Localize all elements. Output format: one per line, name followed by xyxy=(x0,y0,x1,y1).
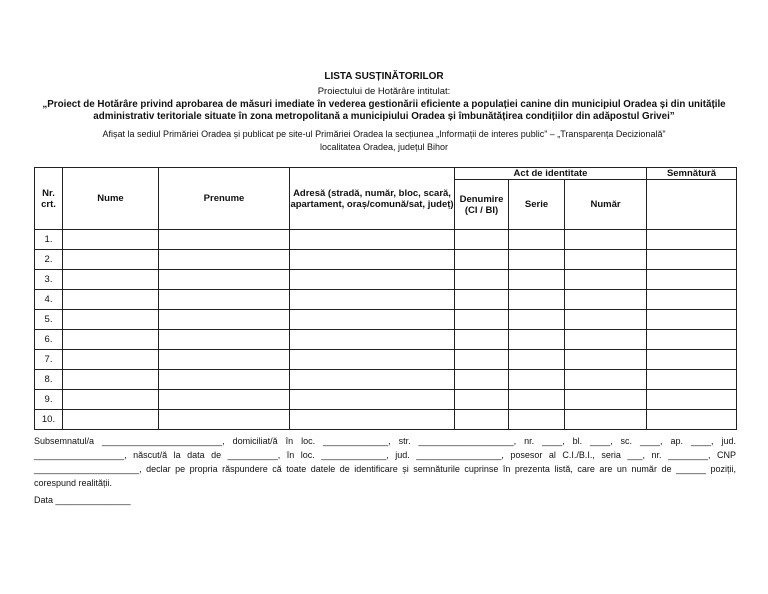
document-title: LISTA SUSȚINĂTORILOR xyxy=(324,71,444,82)
numar-cell[interactable] xyxy=(565,250,647,270)
nume-cell[interactable] xyxy=(63,390,159,410)
serie-cell[interactable] xyxy=(509,250,565,270)
adresa-cell[interactable] xyxy=(290,410,455,430)
supporters-table xyxy=(34,167,737,430)
adresa-cell[interactable] xyxy=(290,250,455,270)
header-nr-crt: Nr. crt. xyxy=(35,168,63,230)
location-line: localitatea Oradea, județul Bihor xyxy=(319,142,449,152)
row-number: 7. xyxy=(35,350,63,370)
header-semnatura: Semnătură xyxy=(647,168,737,180)
numar-cell[interactable] xyxy=(565,270,647,290)
nume-cell[interactable] xyxy=(63,330,159,350)
table-row xyxy=(35,250,737,270)
header-adresa: Adresă (stradă, număr, bloc, scară, apartament, oraș/comună/sat, județ) xyxy=(290,168,455,230)
prenume-cell[interactable] xyxy=(159,410,290,430)
header-numar: Număr xyxy=(565,180,647,230)
serie-cell[interactable] xyxy=(509,410,565,430)
denumire-cell[interactable] xyxy=(455,390,509,410)
adresa-cell[interactable] xyxy=(290,350,455,370)
header-serie: Serie xyxy=(509,180,565,230)
denumire-cell[interactable] xyxy=(455,410,509,430)
prenume-cell[interactable] xyxy=(159,390,290,410)
serie-cell[interactable] xyxy=(509,370,565,390)
table-row xyxy=(35,410,737,430)
denumire-cell[interactable] xyxy=(455,270,509,290)
header-prenume: Prenume xyxy=(159,168,290,230)
serie-cell[interactable] xyxy=(509,230,565,250)
denumire-cell[interactable] xyxy=(455,290,509,310)
serie-cell[interactable] xyxy=(509,330,565,350)
denumire-cell[interactable] xyxy=(455,310,509,330)
semnatura-cell[interactable] xyxy=(647,270,737,290)
serie-cell[interactable] xyxy=(509,350,565,370)
numar-cell[interactable] xyxy=(565,410,647,430)
row-number: 1. xyxy=(35,230,63,250)
adresa-cell[interactable] xyxy=(290,390,455,410)
nume-cell[interactable] xyxy=(63,370,159,390)
row-number: 2. xyxy=(35,250,63,270)
numar-cell[interactable] xyxy=(565,390,647,410)
serie-cell[interactable] xyxy=(509,390,565,410)
numar-cell[interactable] xyxy=(565,350,647,370)
adresa-cell[interactable] xyxy=(290,270,455,290)
semnatura-cell[interactable] xyxy=(647,310,737,330)
nume-cell[interactable] xyxy=(63,230,159,250)
numar-cell[interactable] xyxy=(565,310,647,330)
denumire-cell[interactable] xyxy=(455,330,509,350)
semnatura-cell[interactable] xyxy=(647,390,737,410)
denumire-cell[interactable] xyxy=(455,350,509,370)
table-row xyxy=(35,230,737,250)
date-line: Data _______________ xyxy=(34,495,131,505)
table-row xyxy=(35,310,737,330)
table-row xyxy=(35,330,737,350)
adresa-cell[interactable] xyxy=(290,370,455,390)
row-number: 4. xyxy=(35,290,63,310)
prenume-cell[interactable] xyxy=(159,270,290,290)
semnatura-cell[interactable] xyxy=(647,350,737,370)
nume-cell[interactable] xyxy=(63,290,159,310)
table-row xyxy=(35,350,737,370)
header-nume: Nume xyxy=(63,168,159,230)
denumire-cell[interactable] xyxy=(455,370,509,390)
prenume-cell[interactable] xyxy=(159,250,290,270)
header-act-identitate: Act de identitate xyxy=(455,168,647,180)
numar-cell[interactable] xyxy=(565,330,647,350)
semnatura-cell[interactable] xyxy=(647,410,737,430)
semnatura-cell[interactable] xyxy=(647,290,737,310)
posted-note: Afișat la sediul Primăriei Oradea și publicat pe site-ul Primăriei Oradea la secțiunea „Informații de interes public” – „Transparența Decizională” xyxy=(102,129,666,139)
header-denumire: Denumire (CI / BI) xyxy=(455,180,509,230)
adresa-cell[interactable] xyxy=(290,330,455,350)
table-body xyxy=(35,230,737,430)
nume-cell[interactable] xyxy=(63,410,159,430)
row-number: 3. xyxy=(35,270,63,290)
table-row xyxy=(35,370,737,390)
row-number: 5. xyxy=(35,310,63,330)
adresa-cell[interactable] xyxy=(290,310,455,330)
semnatura-cell[interactable] xyxy=(647,250,737,270)
declaration-text: Subsemnatul/a ________________________, domiciliat/ă în loc. _____________, str. ___________________, nr. ____, bl. ____, sc. ____, ap. ____, jud. __________________, născut/ă la data de __________, în loc. _____________, jud. _________________, posesor al C.I./B.I., seria ___, nr. ________, CNP _____________________, declar pe propria răspundere că toate datele de identificare și semnăturile cuprinse în prezenta listă, care are un număr de ______ poziții, corespund realității. xyxy=(34,436,736,488)
prenume-cell[interactable] xyxy=(159,370,290,390)
prenume-cell[interactable] xyxy=(159,310,290,330)
adresa-cell[interactable] xyxy=(290,230,455,250)
semnatura-cell[interactable] xyxy=(647,370,737,390)
row-number: 9. xyxy=(35,390,63,410)
adresa-cell[interactable] xyxy=(290,290,455,310)
serie-cell[interactable] xyxy=(509,310,565,330)
table-row xyxy=(35,270,737,290)
nume-cell[interactable] xyxy=(63,310,159,330)
document-subtitle: Proiectului de Hotărâre intitulat: xyxy=(317,86,451,97)
nume-cell[interactable] xyxy=(63,270,159,290)
numar-cell[interactable] xyxy=(565,230,647,250)
semnatura-cell[interactable] xyxy=(647,230,737,250)
prenume-cell[interactable] xyxy=(159,330,290,350)
header-semnatura-blank xyxy=(647,180,737,230)
table-row xyxy=(35,390,737,410)
serie-cell[interactable] xyxy=(509,290,565,310)
numar-cell[interactable] xyxy=(565,370,647,390)
semnatura-cell[interactable] xyxy=(647,330,737,350)
prenume-cell[interactable] xyxy=(159,230,290,250)
table-row xyxy=(35,290,737,310)
row-number: 10. xyxy=(35,410,63,430)
denumire-cell[interactable] xyxy=(455,250,509,270)
prenume-cell[interactable] xyxy=(159,290,290,310)
prenume-cell[interactable] xyxy=(159,350,290,370)
numar-cell[interactable] xyxy=(565,290,647,310)
nume-cell[interactable] xyxy=(63,250,159,270)
serie-cell[interactable] xyxy=(509,270,565,290)
row-number: 8. xyxy=(35,370,63,390)
denumire-cell[interactable] xyxy=(455,230,509,250)
nume-cell[interactable] xyxy=(63,350,159,370)
row-number: 6. xyxy=(35,330,63,350)
project-title: „Proiect de Hotărâre privind aprobarea de măsuri imediate în vederea gestionării eficiente a populației canine din municipiul Oradea și din unitățile administrativ teritoriale situate în zona metropolitană a municipiului Oradea și îmbunătățirea condițiilor din adăpostul Grivei” xyxy=(42,99,726,122)
